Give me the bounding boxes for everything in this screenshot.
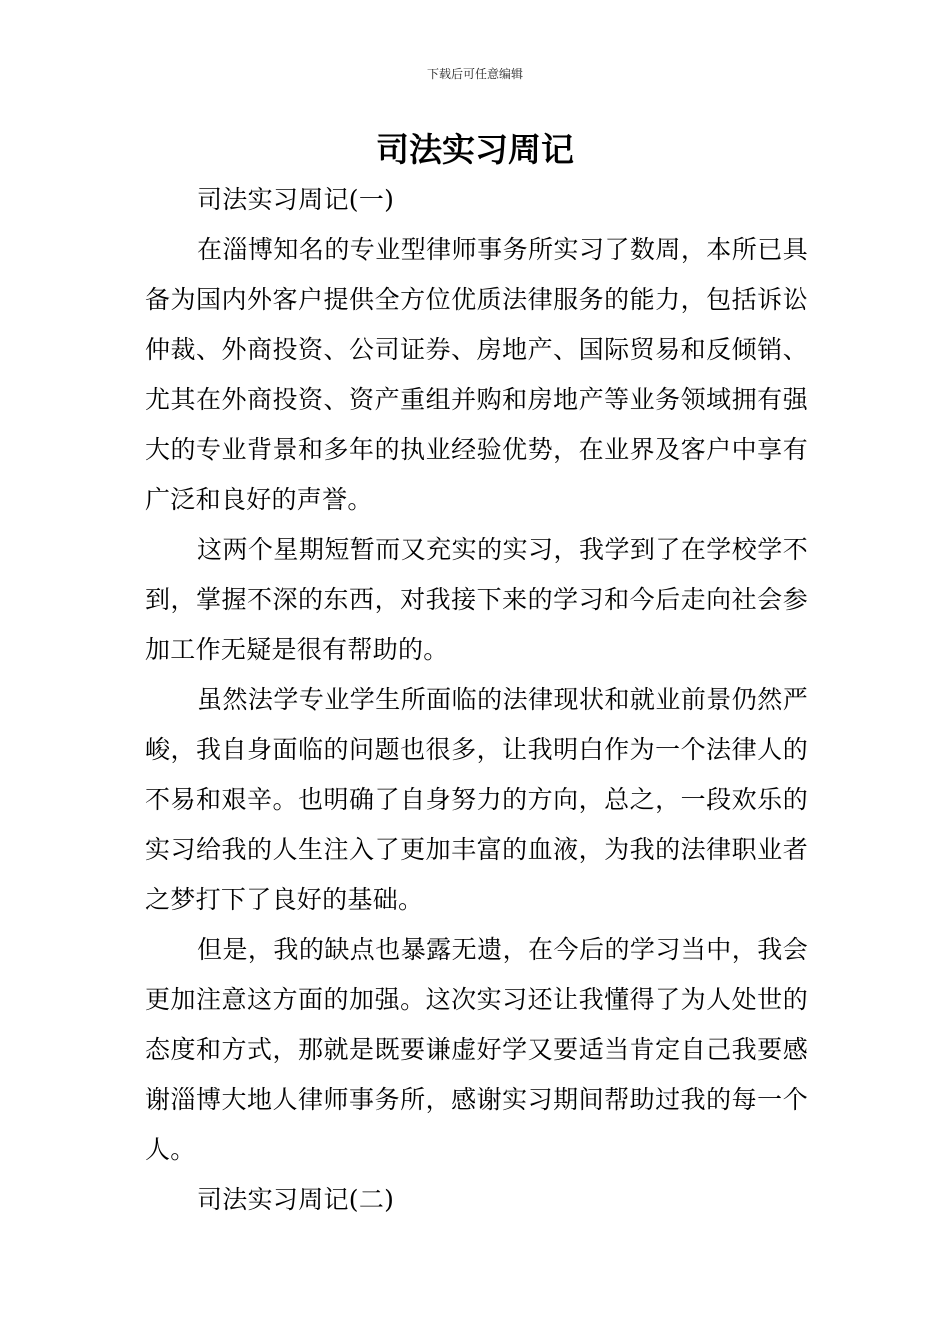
section-heading-1: 司法实习周记(一) [197, 185, 395, 214]
body-paragraph-4: 但是，我的缺点也暴露无遗，在今后的学习当中，我会更加注意这方面的加强。这次实习还让我懂得了为人处世的态度和方式，那就是既要谦虚好学又要适当肯定自己我要感谢淄博大地人律师事务所，感谢实习期间帮助过我的每一个人。 [145, 935, 808, 1164]
page-header-note: 下载后可任意编辑 [426, 67, 523, 81]
document-body [145, 175, 808, 1225]
section-heading-2: 司法实习周记(二) [197, 1185, 395, 1214]
body-paragraph-1: 在淄博知名的专业型律师事务所实习了数周，本所已具备为国内外客户提供全方位优质法律服务的能力，包括诉讼仲裁、外商投资、公司证券、房地产、国际贸易和反倾销、尤其在外商投资、资产重组并购和房地产等业务领域拥有强大的专业背景和多年的执业经验优势，在业界及客户中享有广泛和良好的声誉。 [145, 235, 808, 514]
body-paragraph-3: 虽然法学专业学生所面临的法律现状和就业前景仍然严峻，我自身面临的问题也很多，让我明白作为一个法律人的不易和艰辛。也明确了自身努力的方向，总之，一段欢乐的实习给我的人生注入了更加丰富的血液，为我的法律职业者之梦打下了良好的基础。 [145, 685, 808, 914]
body-paragraph-2: 这两个星期短暂而又充实的实习，我学到了在学校学不到，掌握不深的东西，对我接下来的学习和今后走向社会参加工作无疑是很有帮助的。 [145, 535, 808, 664]
document-title: 司法实习周记 [376, 130, 574, 169]
